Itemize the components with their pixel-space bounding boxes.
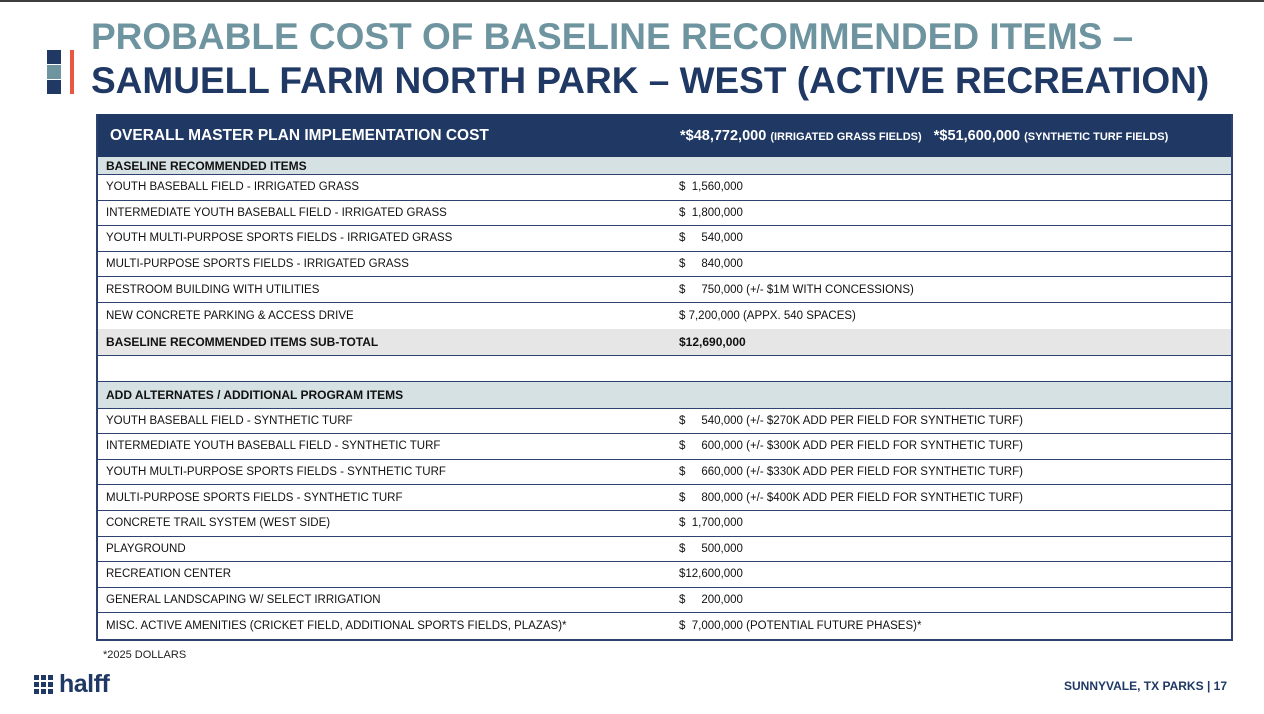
cost-synthetic: *$51,600,000 bbox=[933, 127, 1021, 144]
section-heading-label: ADD ALTERNATES / ADDITIONAL PROGRAM ITEMS bbox=[106, 387, 404, 402]
item-cost: $ 7,200,000 (APPX. 540 SPACES) bbox=[679, 309, 856, 322]
logo-text: halff bbox=[59, 670, 110, 698]
table-row bbox=[98, 226, 1231, 252]
item-cost: $ 840,000 bbox=[679, 258, 743, 271]
item-cost: $ 750,000 (+/- $1M WITH CONCESSIONS) bbox=[679, 283, 914, 296]
table-row bbox=[98, 537, 1231, 563]
table-row bbox=[98, 303, 1231, 329]
header-costs bbox=[672, 128, 1231, 144]
item-label: CONCRETE TRAIL SYSTEM (WEST SIDE) bbox=[106, 517, 331, 530]
item-label: MULTI-PURPOSE SPORTS FIELDS - IRRIGATED GRASS bbox=[106, 258, 409, 271]
item-label: MISC. ACTIVE AMENITIES (CRICKET FIELD, ADDITIONAL SPORTS FIELDS, PLAZAS)* bbox=[106, 620, 567, 633]
item-label: GENERAL LANDSCAPING W/ SELECT IRRIGATION bbox=[106, 594, 381, 607]
subtotal-cost: $12,690,000 bbox=[679, 334, 746, 349]
item-label: RECREATION CENTER bbox=[106, 568, 232, 581]
baseline-rows bbox=[98, 175, 1231, 329]
spacer-row bbox=[98, 356, 1231, 382]
item-cost: $ 600,000 (+/- $300K ADD PER FIELD FOR SYNTHETIC TURF) bbox=[679, 440, 1023, 453]
item-label: INTERMEDIATE YOUTH BASEBALL FIELD - IRRIGATED GRASS bbox=[106, 206, 447, 219]
cost-table bbox=[96, 114, 1233, 641]
top-rule bbox=[0, 0, 1264, 2]
table-row bbox=[98, 252, 1231, 278]
item-label: YOUTH MULTI-PURPOSE SPORTS FIELDS - SYNTHETIC TURF bbox=[106, 466, 446, 479]
item-cost: $ 1,560,000 bbox=[679, 181, 743, 194]
table-row bbox=[98, 511, 1231, 537]
table-row bbox=[98, 460, 1231, 486]
cost-synthetic-note: (SYNTHETIC TURF FIELDS) bbox=[1024, 130, 1169, 143]
alternates-section-heading bbox=[98, 382, 1231, 409]
item-label: MULTI-PURPOSE SPORTS FIELDS - SYNTHETIC TURF bbox=[106, 491, 403, 504]
table-row bbox=[98, 613, 1231, 639]
table-row bbox=[98, 562, 1231, 588]
item-label: INTERMEDIATE YOUTH BASEBALL FIELD - SYNTHETIC TURF bbox=[106, 440, 441, 453]
cost-irrigated: *$48,772,000 bbox=[680, 127, 767, 144]
page-title bbox=[91, 15, 1251, 103]
item-cost: $ 660,000 (+/- $330K ADD PER FIELD FOR SYNTHETIC TURF) bbox=[679, 466, 1023, 479]
baseline-section-heading bbox=[98, 157, 1231, 175]
item-cost: $ 1,700,000 bbox=[679, 517, 743, 530]
title-line-2: SAMUELL FARM NORTH PARK – WEST (ACTIVE RECREATION) bbox=[91, 60, 1210, 101]
item-cost: $ 540,000 bbox=[679, 232, 743, 245]
table-row bbox=[98, 434, 1231, 460]
alternate-rows bbox=[98, 409, 1231, 639]
item-cost: $ 200,000 bbox=[679, 594, 743, 607]
cost-irrigated-note: (IRRIGATED GRASS FIELDS) bbox=[770, 130, 922, 143]
item-label: PLAYGROUND bbox=[106, 542, 186, 555]
page-footer bbox=[1064, 679, 1227, 693]
item-label: NEW CONCRETE PARKING & ACCESS DRIVE bbox=[106, 309, 354, 322]
item-cost: $ 800,000 (+/- $400K ADD PER FIELD FOR SYNTHETIC TURF) bbox=[679, 491, 1023, 504]
item-label: YOUTH BASEBALL FIELD - IRRIGATED GRASS bbox=[106, 181, 360, 194]
item-label: YOUTH BASEBALL FIELD - SYNTHETIC TURF bbox=[106, 414, 353, 427]
item-cost: $ 500,000 bbox=[679, 542, 743, 555]
footer-separator: | bbox=[1206, 679, 1211, 693]
halff-logo bbox=[34, 672, 109, 696]
table-row bbox=[98, 277, 1231, 303]
subtotal-row bbox=[98, 329, 1231, 356]
item-cost: $12,600,000 bbox=[679, 568, 743, 581]
header-label: OVERALL MASTER PLAN IMPLEMENTATION COST bbox=[110, 126, 489, 144]
title-accent-icon bbox=[47, 50, 77, 94]
item-label: RESTROOM BUILDING WITH UTILITIES bbox=[106, 283, 320, 296]
title-line-1: PROBABLE COST OF BASELINE RECOMMENDED ITEMS – bbox=[91, 16, 1134, 57]
table-row bbox=[98, 588, 1231, 614]
page-number: 17 bbox=[1213, 679, 1227, 693]
grid-logo-icon bbox=[34, 675, 53, 694]
item-cost: $ 1,800,000 bbox=[679, 206, 743, 219]
table-row bbox=[98, 409, 1231, 435]
section-heading-label: BASELINE RECOMMENDED ITEMS bbox=[106, 158, 307, 173]
footer-text: SUNNYVALE, TX PARKS bbox=[1064, 679, 1204, 693]
item-cost: $ 540,000 (+/- $270K ADD PER FIELD FOR SYNTHETIC TURF) bbox=[679, 414, 1023, 427]
footnote: *2025 DOLLARS bbox=[103, 649, 187, 661]
table-row bbox=[98, 201, 1231, 227]
table-row bbox=[98, 485, 1231, 511]
subtotal-label: BASELINE RECOMMENDED ITEMS SUB-TOTAL bbox=[106, 334, 379, 349]
table-row bbox=[98, 175, 1231, 201]
item-label: YOUTH MULTI-PURPOSE SPORTS FIELDS - IRRIGATED GRASS bbox=[106, 232, 453, 245]
table-header-row bbox=[98, 114, 1231, 157]
item-cost: $ 7,000,000 (POTENTIAL FUTURE PHASES)* bbox=[679, 620, 922, 633]
